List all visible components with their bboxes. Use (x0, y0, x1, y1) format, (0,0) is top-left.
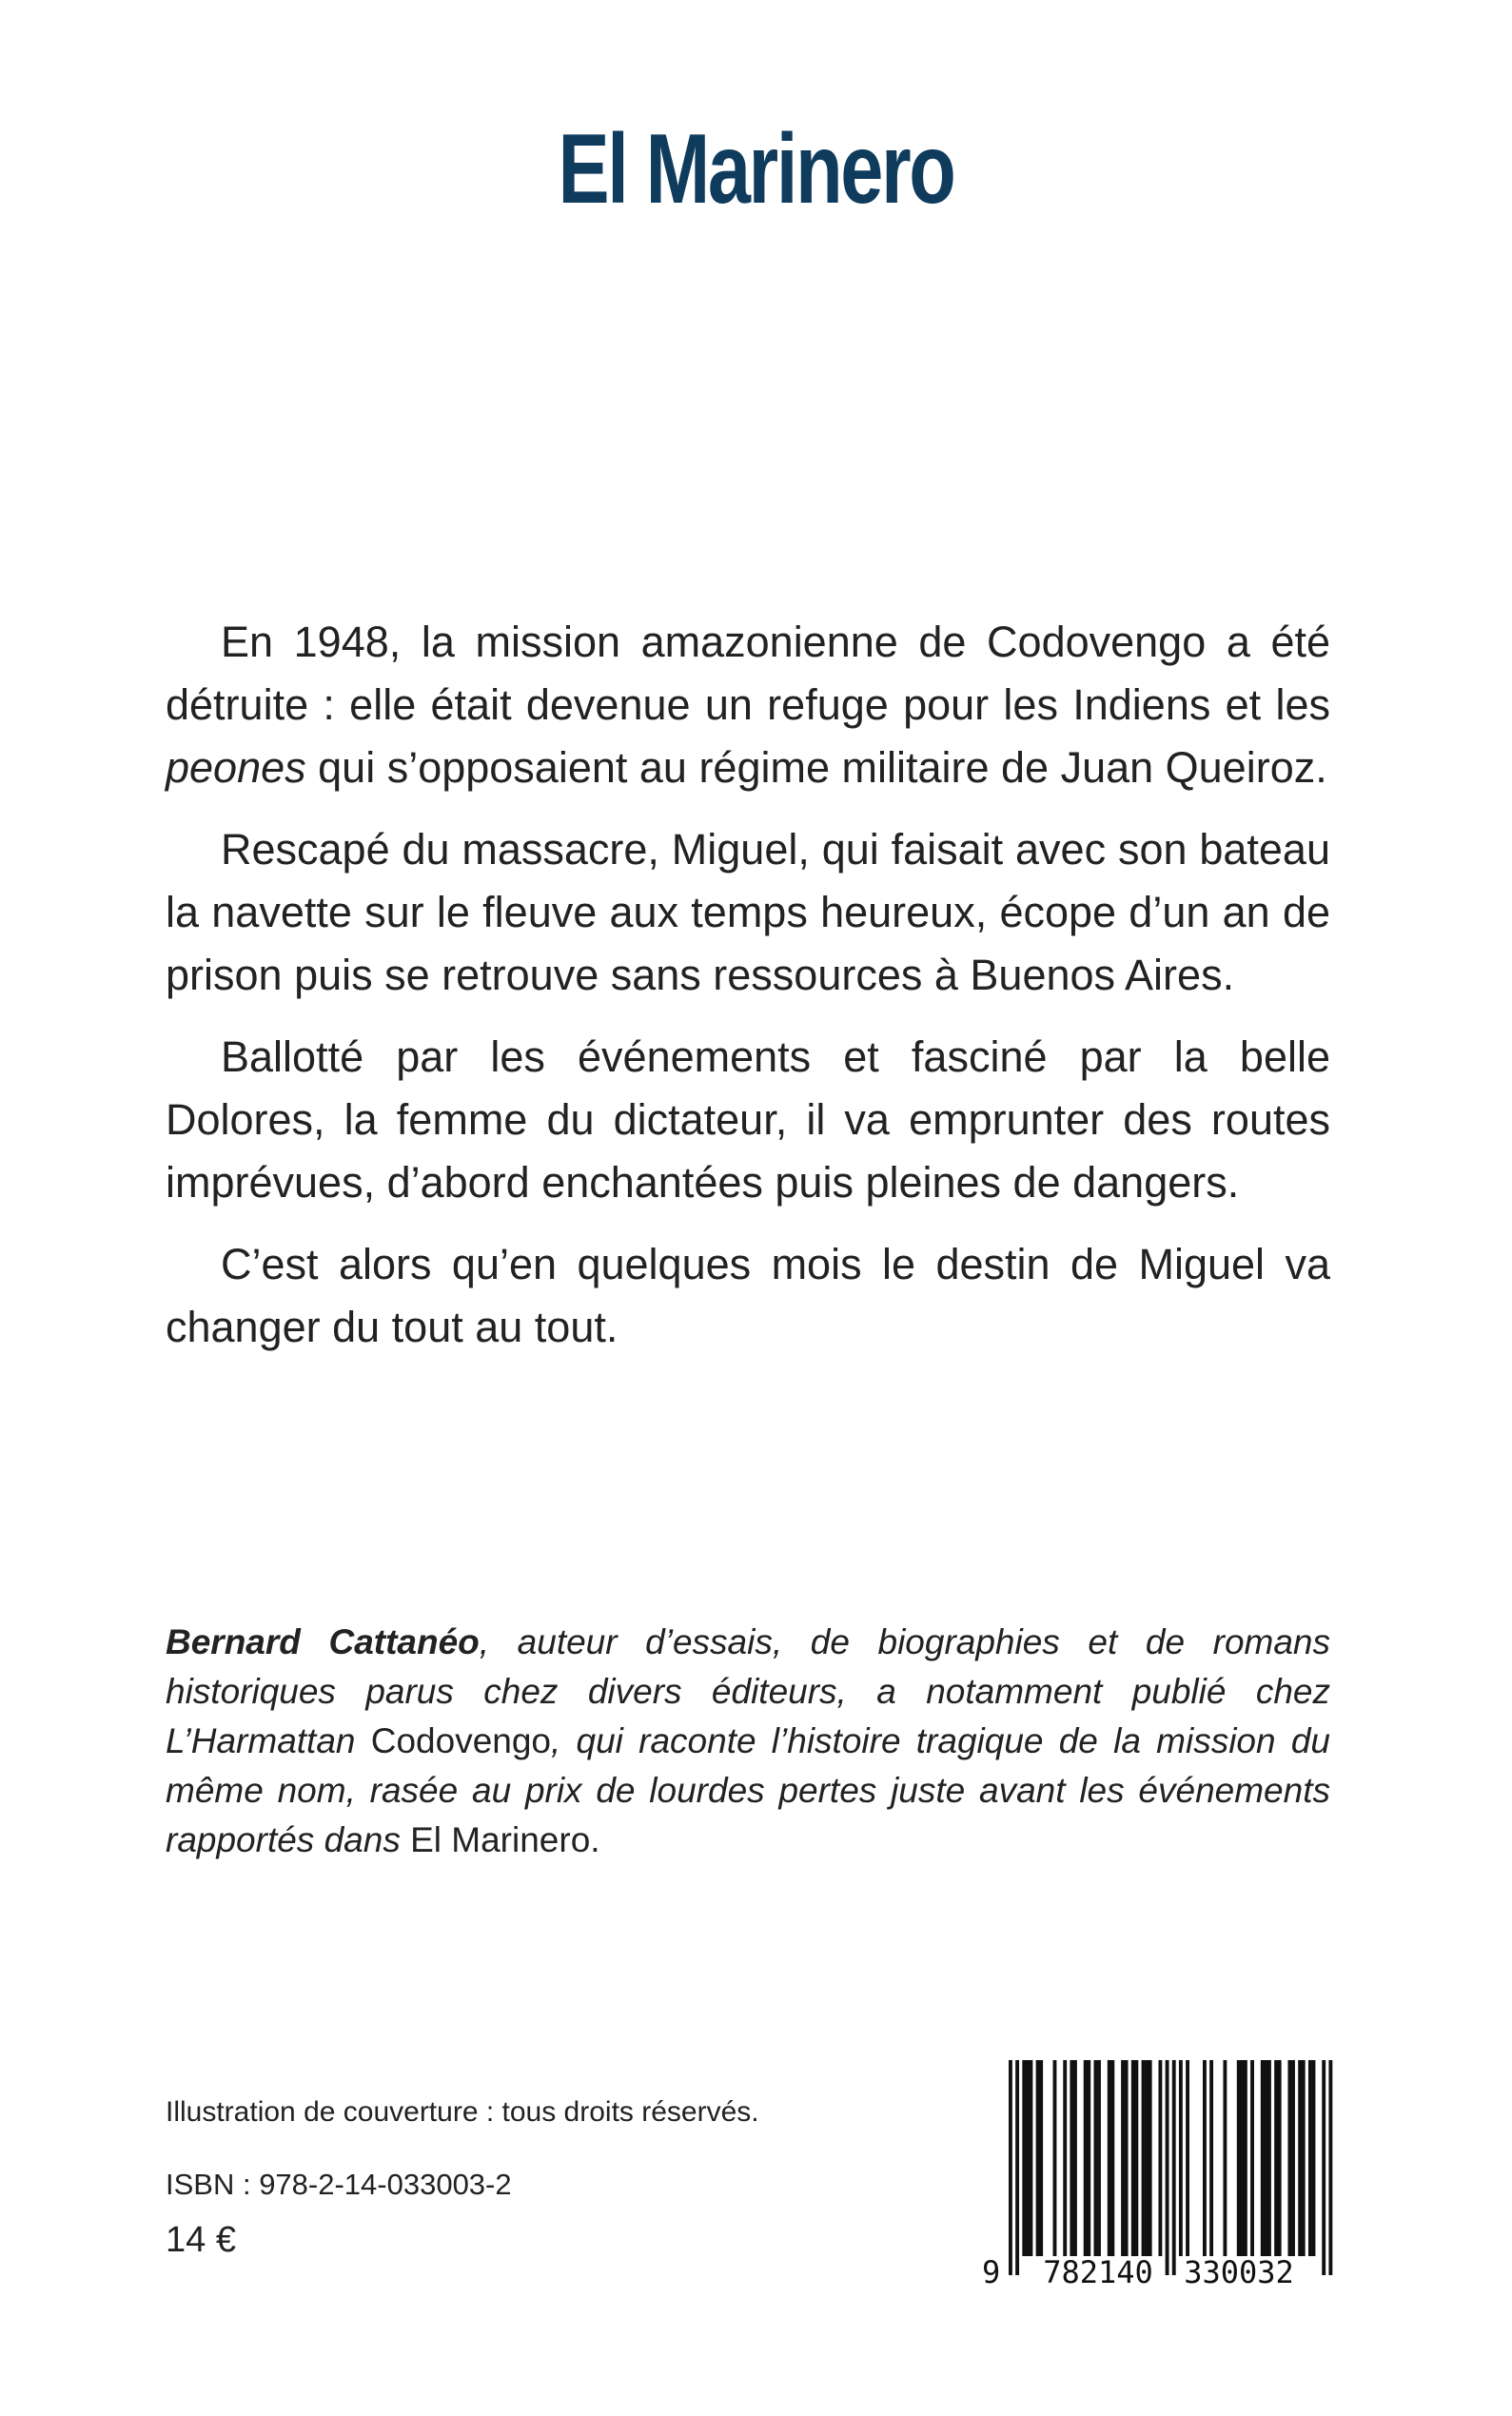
barcode-bar (1073, 2060, 1077, 2256)
synopsis-paragraph-1 (166, 611, 1330, 799)
author-bio (166, 1618, 1330, 1865)
barcode-bar (1179, 2060, 1183, 2256)
barcode-bar (1291, 2060, 1295, 2256)
barcode-bar (1203, 2060, 1207, 2256)
barcode-bar (1015, 2060, 1019, 2275)
barcode-bar (1121, 2060, 1125, 2256)
barcode-bar (1172, 2060, 1176, 2275)
barcode-bar (1026, 2060, 1030, 2256)
barcode-bar (1108, 2060, 1111, 2256)
barcode (972, 2053, 1339, 2288)
barcode-bar (1084, 2060, 1088, 2256)
barcode-bar (1240, 2060, 1244, 2256)
illustration-credit: Illustration de couverture : tous droits réservés. (166, 2096, 759, 2128)
barcode-bar (1261, 2060, 1265, 2256)
bio-book-2: El Marinero (410, 1820, 591, 1859)
synopsis-paragraph-4: C’est alors qu’en quelques mois le destin de Miguel va changer du tout au tout. (166, 1240, 1330, 1351)
barcode-graphic (972, 2053, 1339, 2288)
synopsis-p1-start: En 1948, la mission amazonienne de Codovengo a été détruite : elle était devenue un refuge pour les Indiens et les (166, 618, 1330, 729)
isbn-number: ISBN : 978-2-14-033003-2 (166, 2168, 512, 2201)
barcode-left-digits: 782140 (1043, 2254, 1153, 2288)
barcode-bar (1029, 2060, 1032, 2256)
barcode-bar (1110, 2060, 1114, 2256)
barcode-bar (1166, 2060, 1169, 2275)
barcode-bar (1097, 2060, 1101, 2256)
barcode-bar (1267, 2060, 1271, 2256)
barcode-bar (1237, 2060, 1241, 2256)
barcode-bar (1134, 2060, 1138, 2256)
barcode-bar (1223, 2060, 1227, 2256)
synopsis-p1-end: qui s’opposaient au régime militaire de Juan Queiroz. (305, 743, 1327, 792)
barcode-bar (1274, 2060, 1278, 2256)
bio-text-2: , qui raconte l’histoire tragique de la mission du même nom, rasée au prix de lourdes pertes juste avant les événements rapportés dans (166, 1721, 1330, 1859)
barcode-bar (1149, 2060, 1152, 2256)
barcode-bar (1244, 2060, 1247, 2256)
price: 14 € (166, 2220, 236, 2260)
synopsis-p1-italic: peones (166, 743, 306, 792)
barcode-bar (1287, 2060, 1291, 2256)
barcode-bar (1278, 2060, 1282, 2256)
bio-text-3: . (590, 1820, 600, 1859)
barcode-bar (1308, 2060, 1312, 2256)
barcode-bar (1070, 2060, 1073, 2256)
barcode-right-digits: 330032 (1184, 2254, 1294, 2288)
barcode-bar (1250, 2060, 1254, 2256)
barcode-bar (1036, 2060, 1040, 2256)
barcode-bar (1158, 2060, 1162, 2256)
barcode-bar (1264, 2060, 1267, 2256)
barcode-bar (1142, 2060, 1146, 2256)
barcode-bar (1039, 2060, 1043, 2256)
barcode-bar (1009, 2060, 1012, 2275)
barcode-bar (1302, 2060, 1306, 2256)
book-title: El Marinero (558, 114, 954, 225)
barcode-bar (1312, 2060, 1316, 2256)
bio-text-1: , auteur d’essais, de biographies et de romans historiques parus chez divers éditeurs, a notamment publié chez L’Harmattan (166, 1622, 1331, 1760)
barcode-bar (1063, 2060, 1067, 2256)
barcode-bar (1328, 2060, 1332, 2275)
synopsis-paragraph-2: Rescapé du massacre, Miguel, qui faisait avec son bateau la navette sur le fleuve aux temps heureux, écope d’un an de prison puis se retrouve sans ressources à Buenos Aires. (166, 825, 1330, 999)
barcode-bars (1009, 2060, 1332, 2275)
bio-book-1: Codovengo (370, 1721, 551, 1760)
barcode-bar (1209, 2060, 1213, 2256)
synopsis-paragraph-3: Ballotté par les événements et fasciné par la belle Dolores, la femme du dictateur, il va emprunter des routes imprévues, d’abord enchantées puis pleines de dangers. (166, 1032, 1330, 1207)
barcode-bar (1131, 2060, 1135, 2256)
barcode-first-digit: 9 (982, 2254, 1001, 2288)
synopsis (166, 611, 1330, 1378)
barcode-bar (1087, 2060, 1090, 2256)
barcode-bar (1022, 2060, 1026, 2256)
author-name: Bernard Cattanéo (166, 1622, 480, 1661)
barcode-bar (1145, 2060, 1149, 2256)
barcode-bar (1053, 2060, 1057, 2256)
barcode-bar (1125, 2060, 1129, 2256)
barcode-bar (1093, 2060, 1097, 2256)
barcode-bar (1322, 2060, 1325, 2275)
barcode-bar (1186, 2060, 1189, 2256)
barcode-bar (1298, 2060, 1302, 2256)
